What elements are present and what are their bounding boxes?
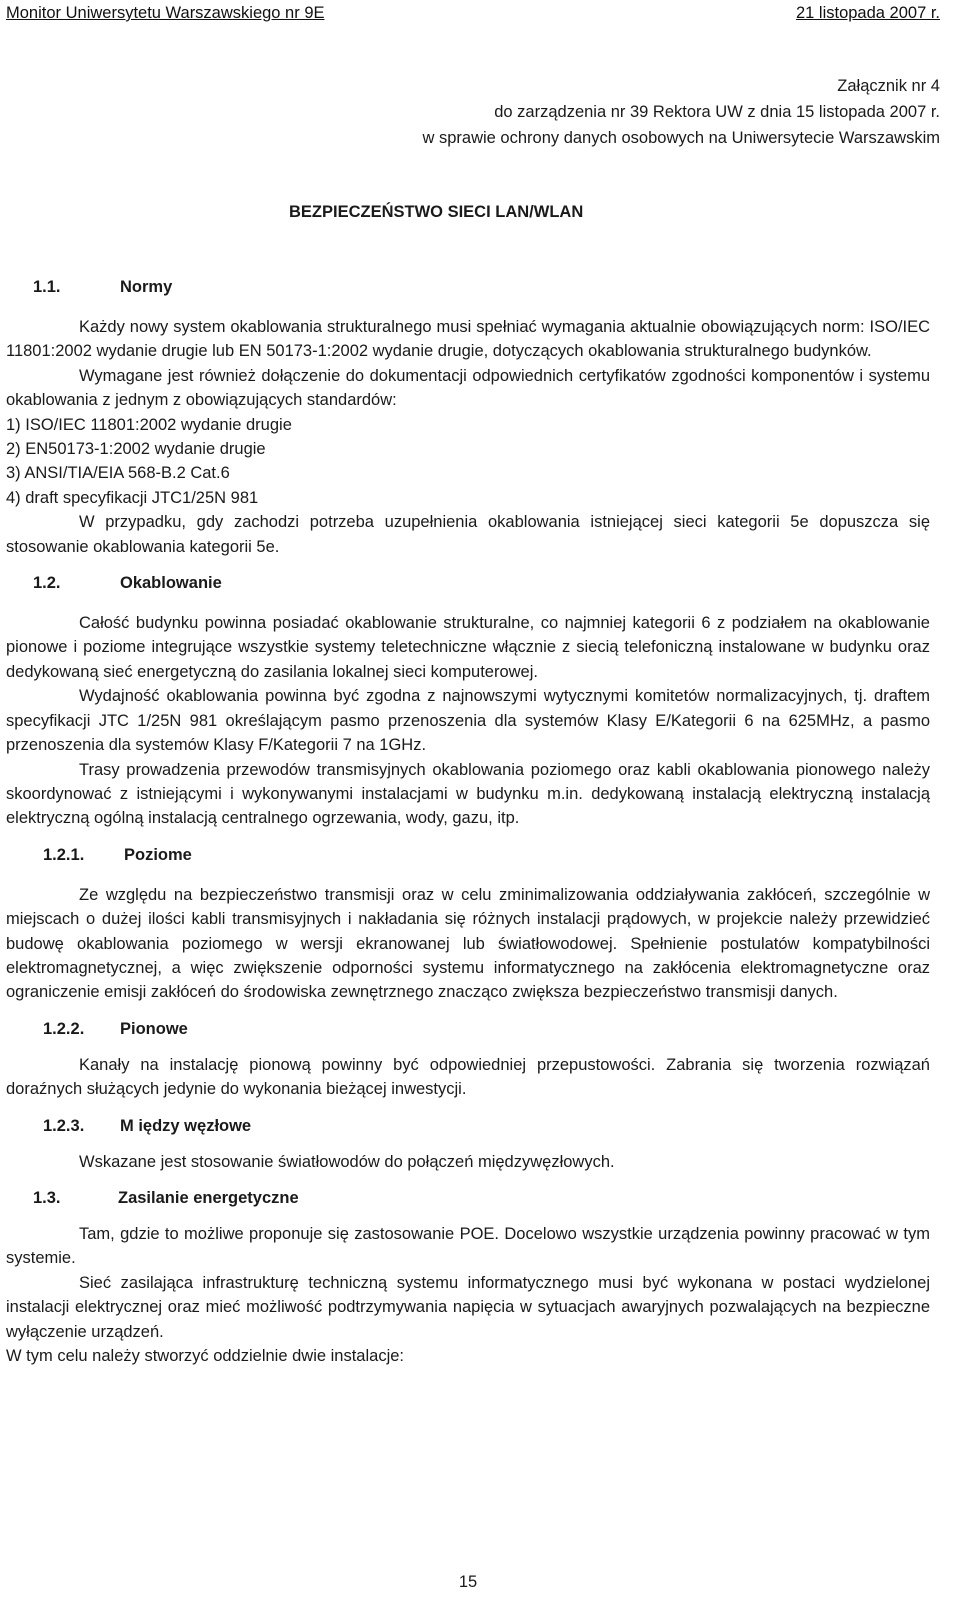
paragraph: Kanały na instalację pionową powinny być odpowiedniej przepustowości. Zabrania się tworzenia rozwiązań doraźnych służących jedynie do wykonania bieżącej inwestycji. bbox=[6, 1055, 930, 1099]
paragraph: Trasy prowadzenia przewodów transmisyjnych okablowania poziomego oraz kabli okablowania pionowego należy skoordynować z istniejącymi i wykonywanymi instalacjami w budynku m.in. dedykowaną instalacją elektryczną instalacją elektryczną ogólną instalacją centralnego ogrzewania, wody, gazu, itp. bbox=[6, 760, 930, 828]
annex-number: Załącznik nr 4 bbox=[837, 77, 940, 95]
section-title: Zasilanie energetyczne bbox=[118, 1188, 299, 1207]
section-number: 1.3. bbox=[33, 1188, 61, 1207]
section-title: Normy bbox=[120, 278, 173, 296]
paragraph: Wskazane jest stosowanie światłowodów do połączeń międzywęzłowych. bbox=[79, 1152, 615, 1171]
list-item: 4) draft specyfikacji JTC1/25N 981 bbox=[6, 488, 259, 507]
section-number: 1.1. bbox=[33, 278, 61, 296]
paragraph: W tym celu należy stworzyć oddzielnie dwie instalacje: bbox=[6, 1347, 404, 1365]
header-date: 21 listopada 2007 r. bbox=[795, 4, 940, 22]
section-title: Okablowanie bbox=[120, 574, 222, 593]
document-title: BEZPIECZEŃSTWO SIECI LAN/WLAN bbox=[289, 203, 584, 221]
paragraph: Sieć zasilająca infrastrukturę techniczną systemu informatycznego musi być wykonana w postaci wydzielonej instalacji elektrycznej oraz mieć możliwość podtrzymywania napięcia w sytuacjach awaryjnych pozwalających na bezpieczne wyłączenie urządzeń. bbox=[6, 1273, 930, 1341]
section-title: Poziome bbox=[124, 845, 192, 864]
paragraph: Ze względu na bezpieczeństwo transmisji oraz w celu zminimalizowania oddziaływania zakłóceń, szczególnie w miejscach o dużej ilości kabli transmisyjnych i nakładania się różnych instalacji prądowych, w projekcie należy przewidzieć budowę okablowania poziomego w wersji ekranowanej lub światłowodowej. Spełnienie postulatów kompatybilności elektromagnetycznej, a więc zwiększenie odporności systemu informatycznego na zakłócenia elektromagnetyczne oraz ograniczenie emisji zakłóceń do środowiska zewnętrznego znacząco zwiększa bezpieczeństwo transmisji danych. bbox=[6, 885, 930, 1002]
list-item: 1) ISO/IEC 11801:2002 wydanie drugie bbox=[6, 415, 292, 434]
section-heading-1-2-1 bbox=[6, 843, 930, 867]
section-number: 1.2. bbox=[33, 574, 61, 593]
section-number: 1.2.1. bbox=[43, 845, 85, 864]
section-title: M iędzy węzłowe bbox=[120, 1116, 252, 1135]
section-number: 1.2.3. bbox=[43, 1116, 85, 1135]
list-item: 3) ANSI/TIA/EIA 568-B.2 Cat.6 bbox=[6, 464, 230, 483]
page-footer bbox=[0, 1573, 960, 1592]
section-heading-1-1 bbox=[6, 275, 930, 299]
section-number: 1.2.2. bbox=[43, 1019, 85, 1038]
document-body bbox=[6, 275, 930, 1368]
paragraph: W przypadku, gdy zachodzi potrzeba uzupełnienia okablowania istniejącej sieci kategorii 5e dopuszcza się stosowanie okablowania kategorii 5e. bbox=[6, 513, 930, 556]
section-heading-1-2-3 bbox=[6, 1114, 930, 1138]
section-heading-1-2-2 bbox=[6, 1017, 930, 1041]
paragraph: Tam, gdzie to możliwe proponuje się zastosowanie POE. Docelowo wszystkie urządzenia powinny pracować w tym systemie. bbox=[6, 1224, 930, 1268]
annex-block bbox=[422, 73, 940, 151]
paragraph: Całość budynku powinna posiadać okablowanie strukturalne, co najmniej kategorii 6 z podziałem na okablowanie pionowe i poziome integrujące wszystkie systemy teletechniczne włącznie z siecią telefoniczną instalowane w budynku oraz dedykowaną sieć energetyczną do zasilania lokalnej sieci komputerowej. bbox=[6, 614, 930, 681]
list-item: 2) EN50173-1:2002 wydanie drugie bbox=[6, 440, 266, 459]
section-title: Pionowe bbox=[120, 1019, 188, 1038]
section-heading-1-2 bbox=[6, 571, 930, 595]
paragraph: Wydajność okablowania powinna być zgodna z najnowszymi wytycznymi komitetów normalizacyjnych, tj. draftem specyfikacji JTC 1/25N 981 określającym pasmo przenoszenia dla systemów Klasy E/Kategorii 6 na 625MHz, a pasmo przenoszenia dla systemów Klasy F/Kategorii 7 na 1GHz. bbox=[6, 687, 930, 755]
paragraph: Wymagane jest również dołączenie do dokumentacji odpowiednich certyfikatów zgodności komponentów i systemu okablowania z jednym z obowiązujących standardów: bbox=[6, 366, 930, 410]
header-publication: Monitor Uniwersytetu Warszawskiego nr 9E bbox=[6, 4, 325, 22]
annex-subject: w sprawie ochrony danych osobowych na Uniwersytecie Warszawskim bbox=[422, 129, 940, 147]
page-number: 15 bbox=[458, 1573, 478, 1591]
running-header bbox=[6, 2, 940, 28]
section-heading-1-3 bbox=[6, 1186, 930, 1210]
annex-order: do zarządzenia nr 39 Rektora UW z dnia 15 listopada 2007 r. bbox=[494, 103, 940, 121]
paragraph: Każdy nowy system okablowania strukturalnego musi spełniać wymagania aktualnie obowiązujących norm: ISO/IEC 11801:2002 wydanie drugie lub EN 50173-1:2002 wydanie drugie, dotyczących okablowania strukturalnego budynków. bbox=[6, 318, 930, 361]
